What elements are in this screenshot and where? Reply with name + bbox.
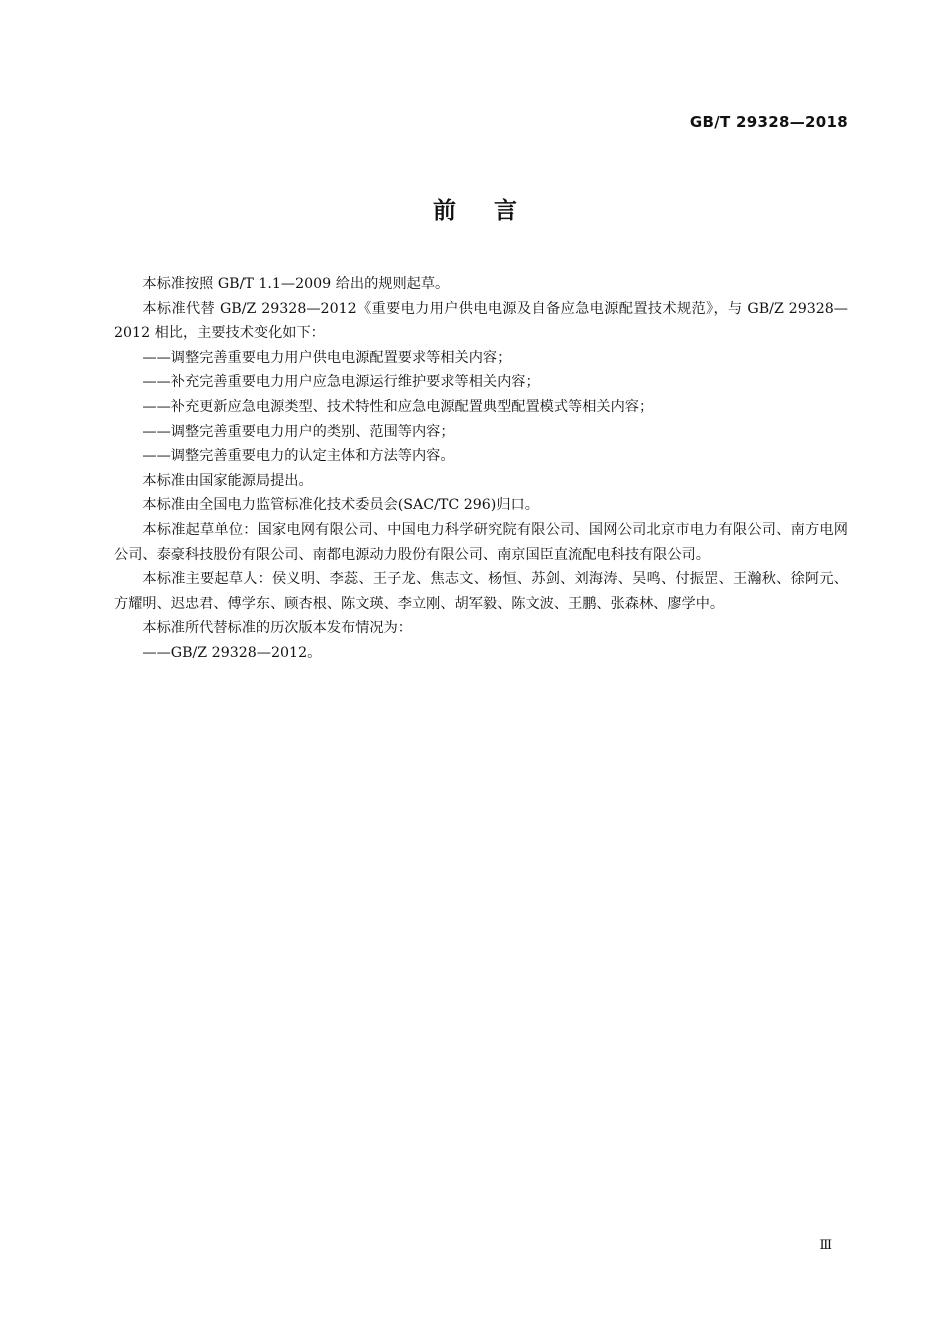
- list-item: ——补充更新应急电源类型、技术特性和应急电源配置典型配置模式等相关内容；: [142, 398, 654, 415]
- title-char-1: 前: [433, 198, 456, 224]
- list-item: ——补充完善重要电力用户应急电源运行维护要求等相关内容；: [142, 374, 540, 391]
- page-title: [0, 192, 950, 225]
- page-number: Ⅲ: [819, 1238, 832, 1253]
- paragraph: 本标准所代替标准的历次版本发布情况为：: [142, 620, 412, 637]
- title-char-2: 言: [494, 198, 517, 224]
- paragraph: 本标准由国家能源局提出。: [142, 472, 313, 489]
- paragraph: 本标准按照 GB/T 1.1—2009 给出的规则起草。: [142, 276, 450, 292]
- paragraph: 本标准由全国电力监管标准化技术委员会(SAC/TC 296)归口。: [142, 497, 539, 514]
- paragraph: 本标准起草单位：国家电网有限公司、中国电力科学研究院有限公司、国网公司北京市电力有限公司、南方电网公司、泰豪科技股份有限公司、南都电源动力股份有限公司、南京国臣直流配电科技有限公司。: [114, 521, 848, 563]
- paragraph: 本标准主要起草人：侯义明、李蕊、王子龙、焦志文、杨恒、苏剑、刘海涛、吴鸣、付振罡、王瀚秋、徐阿元、方耀明、迟忠君、傅学东、顾杏根、陈文瑛、李立刚、胡军毅、陈文波、王鹏、张森林、廖学中。: [114, 571, 848, 612]
- list-item: ——调整完善重要电力用户供电电源配置要求等相关内容；: [142, 349, 512, 366]
- foreword-body: [114, 272, 848, 666]
- standard-number: GB/T 29328—2018: [689, 113, 848, 131]
- list-item: ——GB/Z 29328—2012。: [142, 644, 322, 661]
- list-item: ——调整完善重要电力的认定主体和方法等内容。: [142, 448, 455, 465]
- paragraph: 本标准代替 GB/Z 29328—2012《重要电力用户供电电源及自备应急电源配置技术规范》，与 GB/Z 29328—2012 相比，主要技术变化如下：: [114, 300, 848, 342]
- list-item: ——调整完善重要电力用户的类别、范围等内容；: [142, 423, 455, 440]
